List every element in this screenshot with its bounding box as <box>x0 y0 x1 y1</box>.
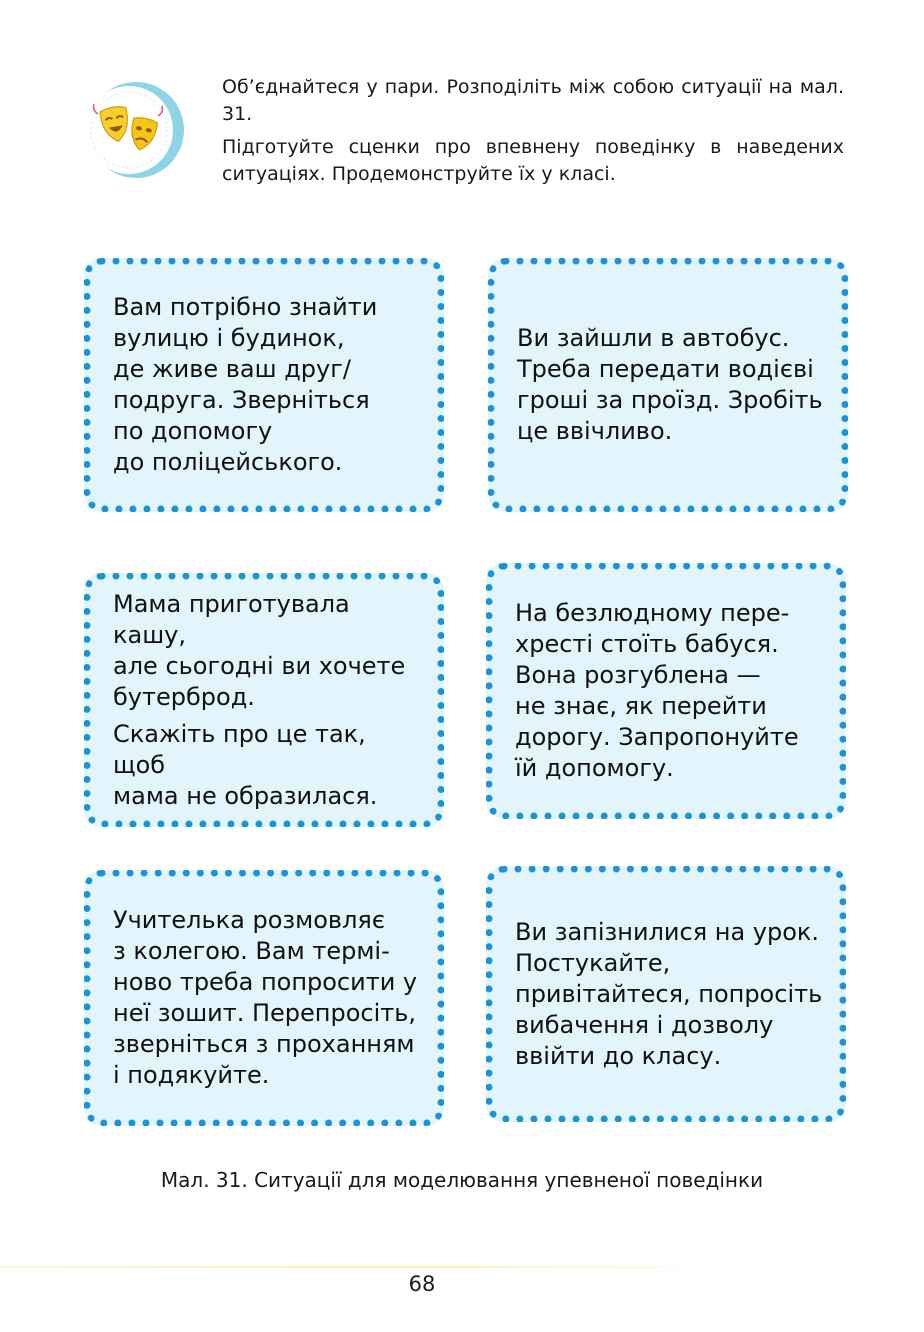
task-instructions <box>222 74 844 194</box>
situation-card-3 <box>84 573 444 827</box>
situation-text: Ви запізнилися на урок. Постукайте, привітайтеся, попросіть вибачення і дозволу ввійти до класу. <box>515 917 823 1070</box>
situation-text: Мама приготувала кашу, але сьогодні ви хочете бутерброд. <box>113 589 406 711</box>
situation-text: Скажіть про це так, щоб мама не образилася. <box>113 719 378 810</box>
footer-divider <box>0 1266 740 1268</box>
instruction-paragraph-2: Підготуйте сценки про впевнену поведінку в наведених ситуаціях. Продемонструйте їх у класі. <box>222 136 844 185</box>
instruction-paragraph-1: Об’єднайтеся у пари. Розподіліть між собою ситуації на мал. 31. <box>222 76 844 125</box>
situation-text: Вам потрібно знайти вулицю і будинок, де живе ваш друг/ подруга. Зверніться по допомогу до поліцейського. <box>113 293 378 476</box>
situation-card-2 <box>488 258 848 512</box>
situation-card-5 <box>84 870 444 1126</box>
situation-card-4 <box>486 563 846 819</box>
theater-masks-icon <box>84 80 184 180</box>
situation-card-6 <box>486 866 846 1122</box>
situation-card-1 <box>84 258 444 512</box>
situation-text: Ви зайшли в автобус. Треба передати водієві гроші за проїзд. Зробіть це ввічливо. <box>517 324 823 445</box>
situation-text: На безлюдному пере- хресті стоїть бабуся. Вона розгублена — не знає, як перейти дорогу. Запропонуйте їй допомогу. <box>515 599 799 782</box>
page-number: 68 <box>408 1272 436 1296</box>
figure-caption: Мал. 31. Ситуації для моделювання упевненої поведінки <box>160 1168 764 1192</box>
situation-text: Учителька розмовляє з колегою. Вам термі- ново треба попросити у неї зошит. Перепросіть, зверніться з проханням і подякуйте. <box>113 906 418 1089</box>
